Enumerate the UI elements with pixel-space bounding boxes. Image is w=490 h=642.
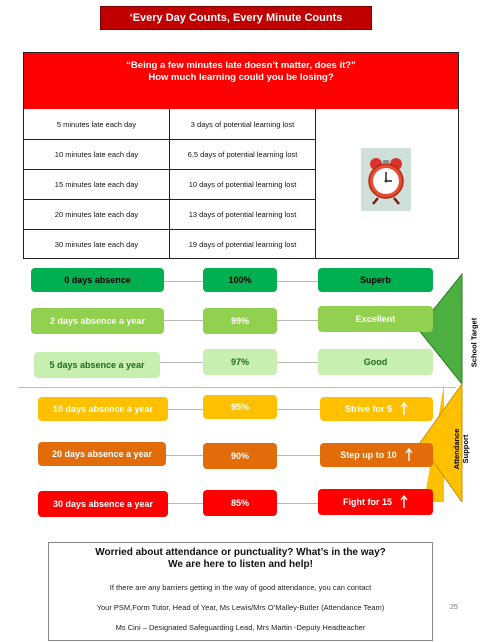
lateness-table — [23, 52, 459, 259]
absence-pill: 2 days absence a year — [31, 308, 164, 334]
attendance-support-label: Attendance Support — [452, 428, 470, 470]
table-cell-late: 5 minutes late each day — [24, 109, 170, 140]
table-cell-late: 15 minutes late each day — [24, 170, 170, 200]
divider-line — [18, 387, 456, 388]
info-line-1: If there are any barriers getting in the way of good attendance, you can contact — [109, 583, 372, 592]
table-cell-lost: 6.5 days of potential learning lost — [170, 140, 316, 170]
rating-pill: Excellent — [318, 306, 433, 332]
page-number: 25 — [450, 604, 458, 611]
table-cell-lost: 13 days of potential learning lost — [170, 200, 316, 230]
table-cell-late: 30 minutes late each day — [24, 230, 170, 258]
percent-pill: 90% — [203, 443, 277, 469]
percent-pill: 85% — [203, 490, 277, 516]
table-cell-lost: 3 days of potential learning lost — [170, 109, 316, 140]
absence-pill: 0 days absence — [31, 268, 164, 292]
support-info-box — [48, 542, 433, 641]
rating-pill: Strive for 5 — [320, 397, 433, 421]
rating-pill: Good — [318, 349, 433, 375]
table-heading-line1: “Being a few minutes late doesn’t matter, does it?” — [126, 60, 356, 71]
table-heading — [24, 53, 458, 109]
school-target-label: School Target — [469, 317, 479, 368]
rating-pill: Fight for 15 — [318, 489, 433, 515]
table-cell-lost: 10 days of potential learning lost — [170, 170, 316, 200]
up-arrow-icon — [405, 448, 413, 462]
absence-pill: 30 days absence a year — [38, 491, 168, 517]
alarm-clock-icon — [361, 148, 411, 211]
absence-pill: 10 days absence a year — [38, 397, 168, 421]
percent-pill: 97% — [203, 349, 277, 375]
percent-pill: 95% — [203, 395, 277, 419]
up-arrow-icon — [400, 495, 408, 509]
info-heading-2: We are here to listen and help! — [168, 559, 313, 570]
info-line-3: Ms Cini – Designated Safeguarding Lead, Mrs Martin -Deputy Headteacher — [115, 623, 366, 632]
percent-pill: 100% — [203, 268, 277, 292]
up-arrow-icon — [400, 402, 408, 416]
page-banner — [100, 6, 372, 30]
absence-pill: 5 days absence a year — [34, 352, 160, 378]
percent-pill: 99% — [203, 308, 277, 334]
info-heading-1: Worried about attendance or punctuality? What’s in the way? — [95, 547, 386, 558]
banner-title: ‘Every Day Counts, Every Minute Counts — [129, 12, 343, 24]
rating-pill: Superb — [318, 268, 433, 292]
table-heading-line2: How much learning could you be losing? — [148, 72, 334, 83]
table-cell-late: 20 minutes late each day — [24, 200, 170, 230]
table-cell-lost: 19 days of potential learning lost — [170, 230, 316, 258]
table-cell-late: 10 minutes late each day — [24, 140, 170, 170]
rating-pill: Step up to 10 — [320, 443, 433, 467]
info-line-2: Your PSM,Form Tutor, Head of Year, Ms Lewis/Mrs O’Malley-Butler (Attendance Team) — [96, 603, 385, 612]
absence-pill: 20 days absence a year — [38, 442, 166, 466]
